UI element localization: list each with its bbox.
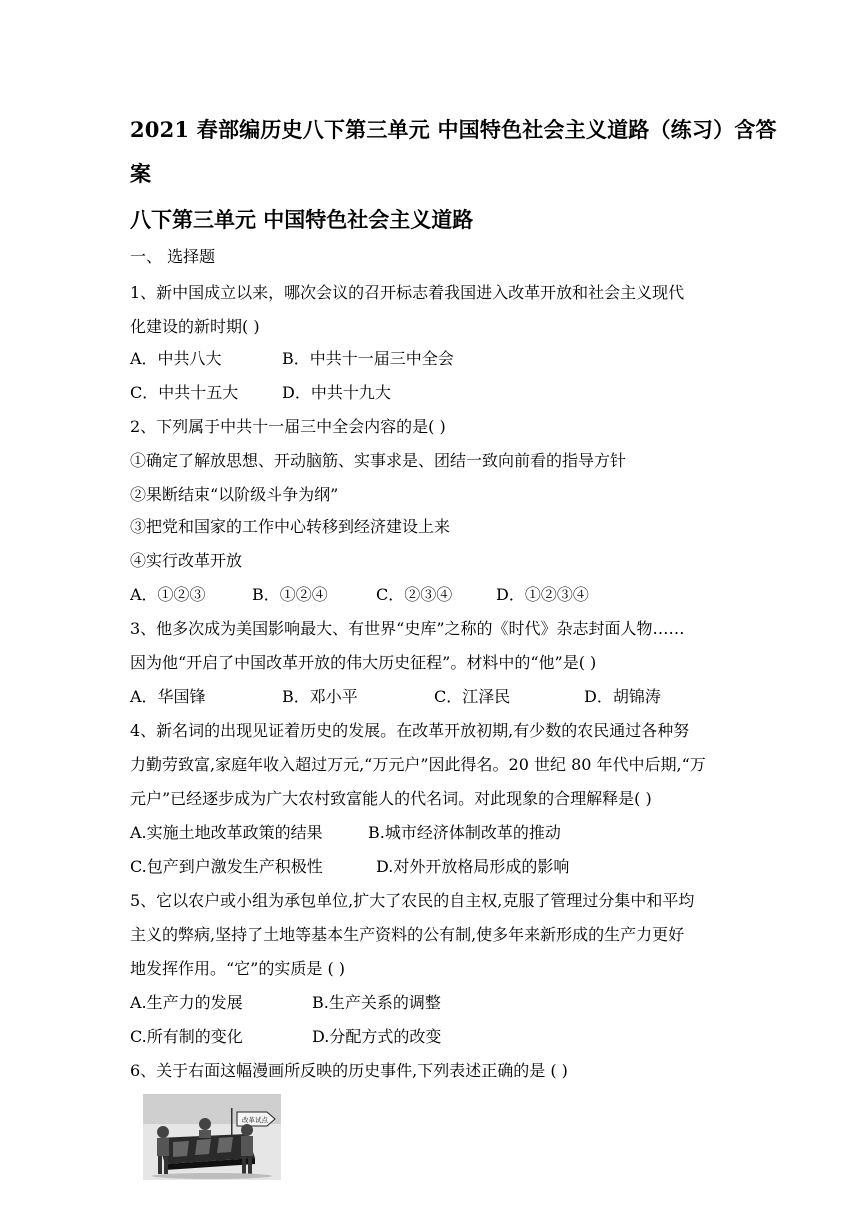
question-2-item-1: ①确定了解放思想、开动脑筋、实事求是、团结一致向前看的指导方针 <box>130 451 627 470</box>
question-3-stem-line2: 因为他“开启了中国改革开放的伟大历史征程”。材料中的“他”是( ) <box>130 653 597 672</box>
question-1-option-c: C．中共十五大 <box>130 383 239 402</box>
question-5-option-b: B.生产关系的调整 <box>312 993 441 1012</box>
question-1-stem: 1、新中国成立以来，哪次会议的召开标志着我国进入改革开放和社会主义现代 <box>130 283 685 302</box>
question-4-stem: 4、新名词的出现见证着历史的发展。在改革开放初期,有少数的农民通过各种努 <box>130 721 690 740</box>
question-3-option-b: B．邓小平 <box>282 687 358 706</box>
section-heading: 一、 选择题 <box>130 247 216 266</box>
question-4-option-d: D.对外开放格局形成的影响 <box>376 857 570 876</box>
question-1-option-d: D．中共十九大 <box>282 383 391 402</box>
document-title-continued: 案 <box>130 161 151 186</box>
question-5-option-c: C.所有制的变化 <box>130 1027 243 1046</box>
unit-title: 八下第三单元 中国特色社会主义道路 <box>130 207 474 232</box>
question-2-option-c: C．②③④ <box>376 585 453 604</box>
question-4-stem-line2: 力勤劳致富,家庭年收入超过万元,“万元户”因此得名。20 世纪 80 年代中后期,“万 <box>130 755 706 774</box>
question-2-option-d: D．①②③④ <box>496 585 589 604</box>
question-5-stem: 5、它以农户或小组为承包单位,扩大了农民的自主权,克服了管理过分集中和平均 <box>130 891 695 910</box>
question-1-option-a: A．中共八大 <box>130 349 222 368</box>
question-1-stem-line2: 化建设的新时期( ) <box>130 317 260 336</box>
question-2-item-2: ②果断结束“以阶级斗争为纲” <box>130 485 339 504</box>
question-3-stem: 3、他多次成为美国影响最大、有世界“史库”之称的《时代》杂志封面人物…… <box>130 619 685 638</box>
document-title: 2021 春部编历史八下第三单元 中国特色社会主义道路（练习）含答 <box>130 117 777 142</box>
question-5-option-a: A.生产力的发展 <box>130 993 243 1012</box>
question-3-option-a: A．华国锋 <box>130 687 206 706</box>
question-1-option-b: B．中共十一届三中全会 <box>282 349 454 368</box>
question-2-stem: 2、下列属于中共十一届三中全会内容的是( ) <box>130 417 446 436</box>
question-3-option-c: C．江泽民 <box>434 687 511 706</box>
question-6-stem: 6、关于右面这幅漫画所反映的历史事件,下列表述正确的是 ( ) <box>130 1061 568 1080</box>
question-2-item-4: ④实行改革开放 <box>130 551 243 570</box>
question-4-option-c: C.包产到户激发生产积极性 <box>130 857 323 876</box>
question-5-stem-line3: 地发挥作用。“它”的实质是 ( ) <box>130 959 346 978</box>
svg-text:改革试点: 改革试点 <box>242 1116 268 1124</box>
question-4-option-a: A.实施土地改革政策的结果 <box>130 823 323 842</box>
question-3-option-d: D．胡锦涛 <box>584 687 661 706</box>
question-2-option-a: A．①②③ <box>130 585 206 604</box>
question-2-item-3: ③把党和国家的工作中心转移到经济建设上来 <box>130 517 451 536</box>
question-4-option-b: B.城市经济体制改革的推动 <box>368 823 561 842</box>
question-5-stem-line2: 主义的弊病,坚持了土地等基本生产资料的公有制,使多年来新形成的生产力更好 <box>130 925 685 944</box>
reform-cartoon-image <box>143 1094 281 1180</box>
question-5-option-d: D.分配方式的改变 <box>312 1027 442 1046</box>
question-4-stem-line3: 元户”已经逐步成为广大农村致富能人的代名词。对此现象的合理解释是( ) <box>130 789 652 808</box>
question-2-option-b: B．①②④ <box>252 585 328 604</box>
